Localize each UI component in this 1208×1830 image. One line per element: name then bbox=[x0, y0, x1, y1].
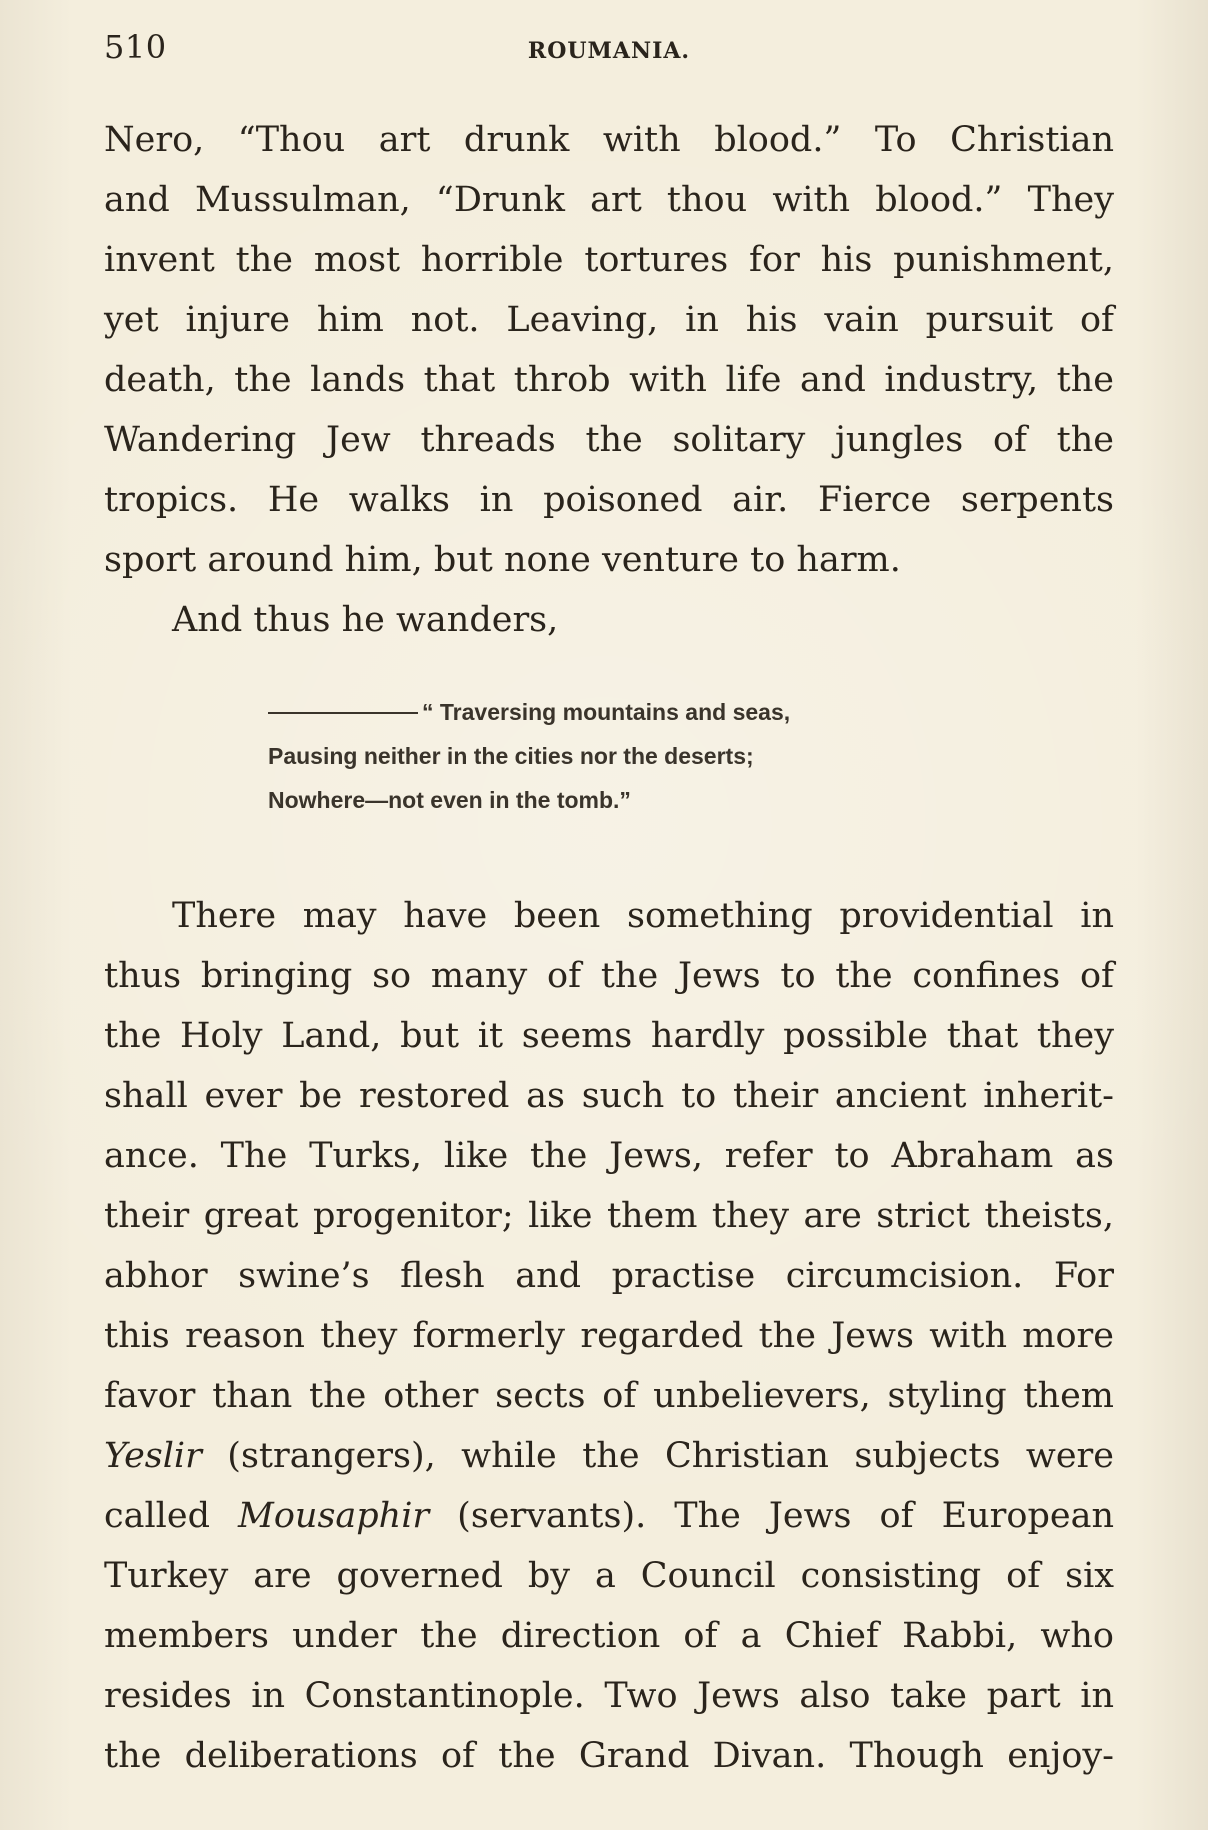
text-line: invent the most horrible tortures for his punishment, bbox=[104, 240, 1114, 280]
text-line: favor than the other sects of unbelievers, styling them bbox=[104, 1376, 1114, 1416]
running-head: ROUMANIA. bbox=[527, 38, 691, 64]
text-line: abhor swine’s flesh and practise circumcision. For bbox=[104, 1256, 1114, 1296]
page-header bbox=[104, 20, 1114, 80]
quote-text: “ Traversing mountains and seas, bbox=[422, 699, 791, 725]
italic-term-yeslir: Yeslir bbox=[104, 1436, 202, 1476]
paragraph-2 bbox=[104, 886, 1114, 1786]
text-line: Turkey are governed by a Council consisting of six bbox=[104, 1556, 1114, 1596]
text-span: (servants). The Jews of European bbox=[429, 1496, 1114, 1536]
quote-line-3: Nowhere—not even in the tomb.” bbox=[268, 787, 631, 813]
text-line: There may have been something providential in bbox=[172, 896, 1114, 936]
text-span: (strangers), while the Christian subjects were bbox=[201, 1436, 1114, 1476]
italic-term-mousaphir: Mousaphir bbox=[238, 1496, 430, 1536]
text-line: this reason they formerly regarded the Jews with more bbox=[104, 1316, 1114, 1356]
text-line: members under the direction of a Chief Rabbi, who bbox=[104, 1616, 1114, 1656]
text-line: Wandering Jew threads the solitary jungles of the bbox=[104, 420, 1114, 460]
page-number: 510 bbox=[104, 28, 167, 66]
text-line: shall ever be restored as such to their ancient inherit- bbox=[104, 1076, 1114, 1116]
text-line: their great progenitor; like them they are strict theists, bbox=[104, 1196, 1114, 1236]
text-line: the Holy Land, but it seems hardly possible that they bbox=[104, 1016, 1114, 1056]
text-line-yeslir bbox=[104, 1426, 1114, 1486]
verse-quote bbox=[268, 690, 1028, 822]
text-span: called bbox=[104, 1496, 238, 1536]
quote-line-1 bbox=[268, 690, 1028, 734]
text-line: death, the lands that throb with life and industry, the bbox=[104, 360, 1114, 400]
em-rule bbox=[268, 712, 418, 715]
text-line: tropics. He walks in poisoned air. Fierce serpents bbox=[104, 480, 1114, 520]
text-line: sport around him, but none venture to harm. bbox=[104, 540, 901, 580]
text-line: resides in Constantinople. Two Jews also take part in bbox=[104, 1676, 1114, 1716]
text-line: Nero, “Thou art drunk with blood.” To Christian bbox=[104, 120, 1114, 160]
text-line: yet injure him not. Leaving, in his vain pursuit of bbox=[104, 300, 1114, 340]
text-line: the deliberations of the Grand Divan. Though enjoy- bbox=[104, 1736, 1114, 1776]
text-line-mousaphir bbox=[104, 1486, 1114, 1546]
text-line: and Mussulman, “Drunk art thou with blood.” They bbox=[104, 180, 1114, 220]
text-line: thus bringing so many of the Jews to the confines of bbox=[104, 956, 1114, 996]
paragraph-1 bbox=[104, 110, 1114, 650]
intro-line: And thus he wanders, bbox=[172, 600, 559, 640]
text-line: ance. The Turks, like the Jews, refer to Abraham as bbox=[104, 1136, 1114, 1176]
quote-line-2: Pausing neither in the cities nor the deserts; bbox=[268, 743, 754, 769]
